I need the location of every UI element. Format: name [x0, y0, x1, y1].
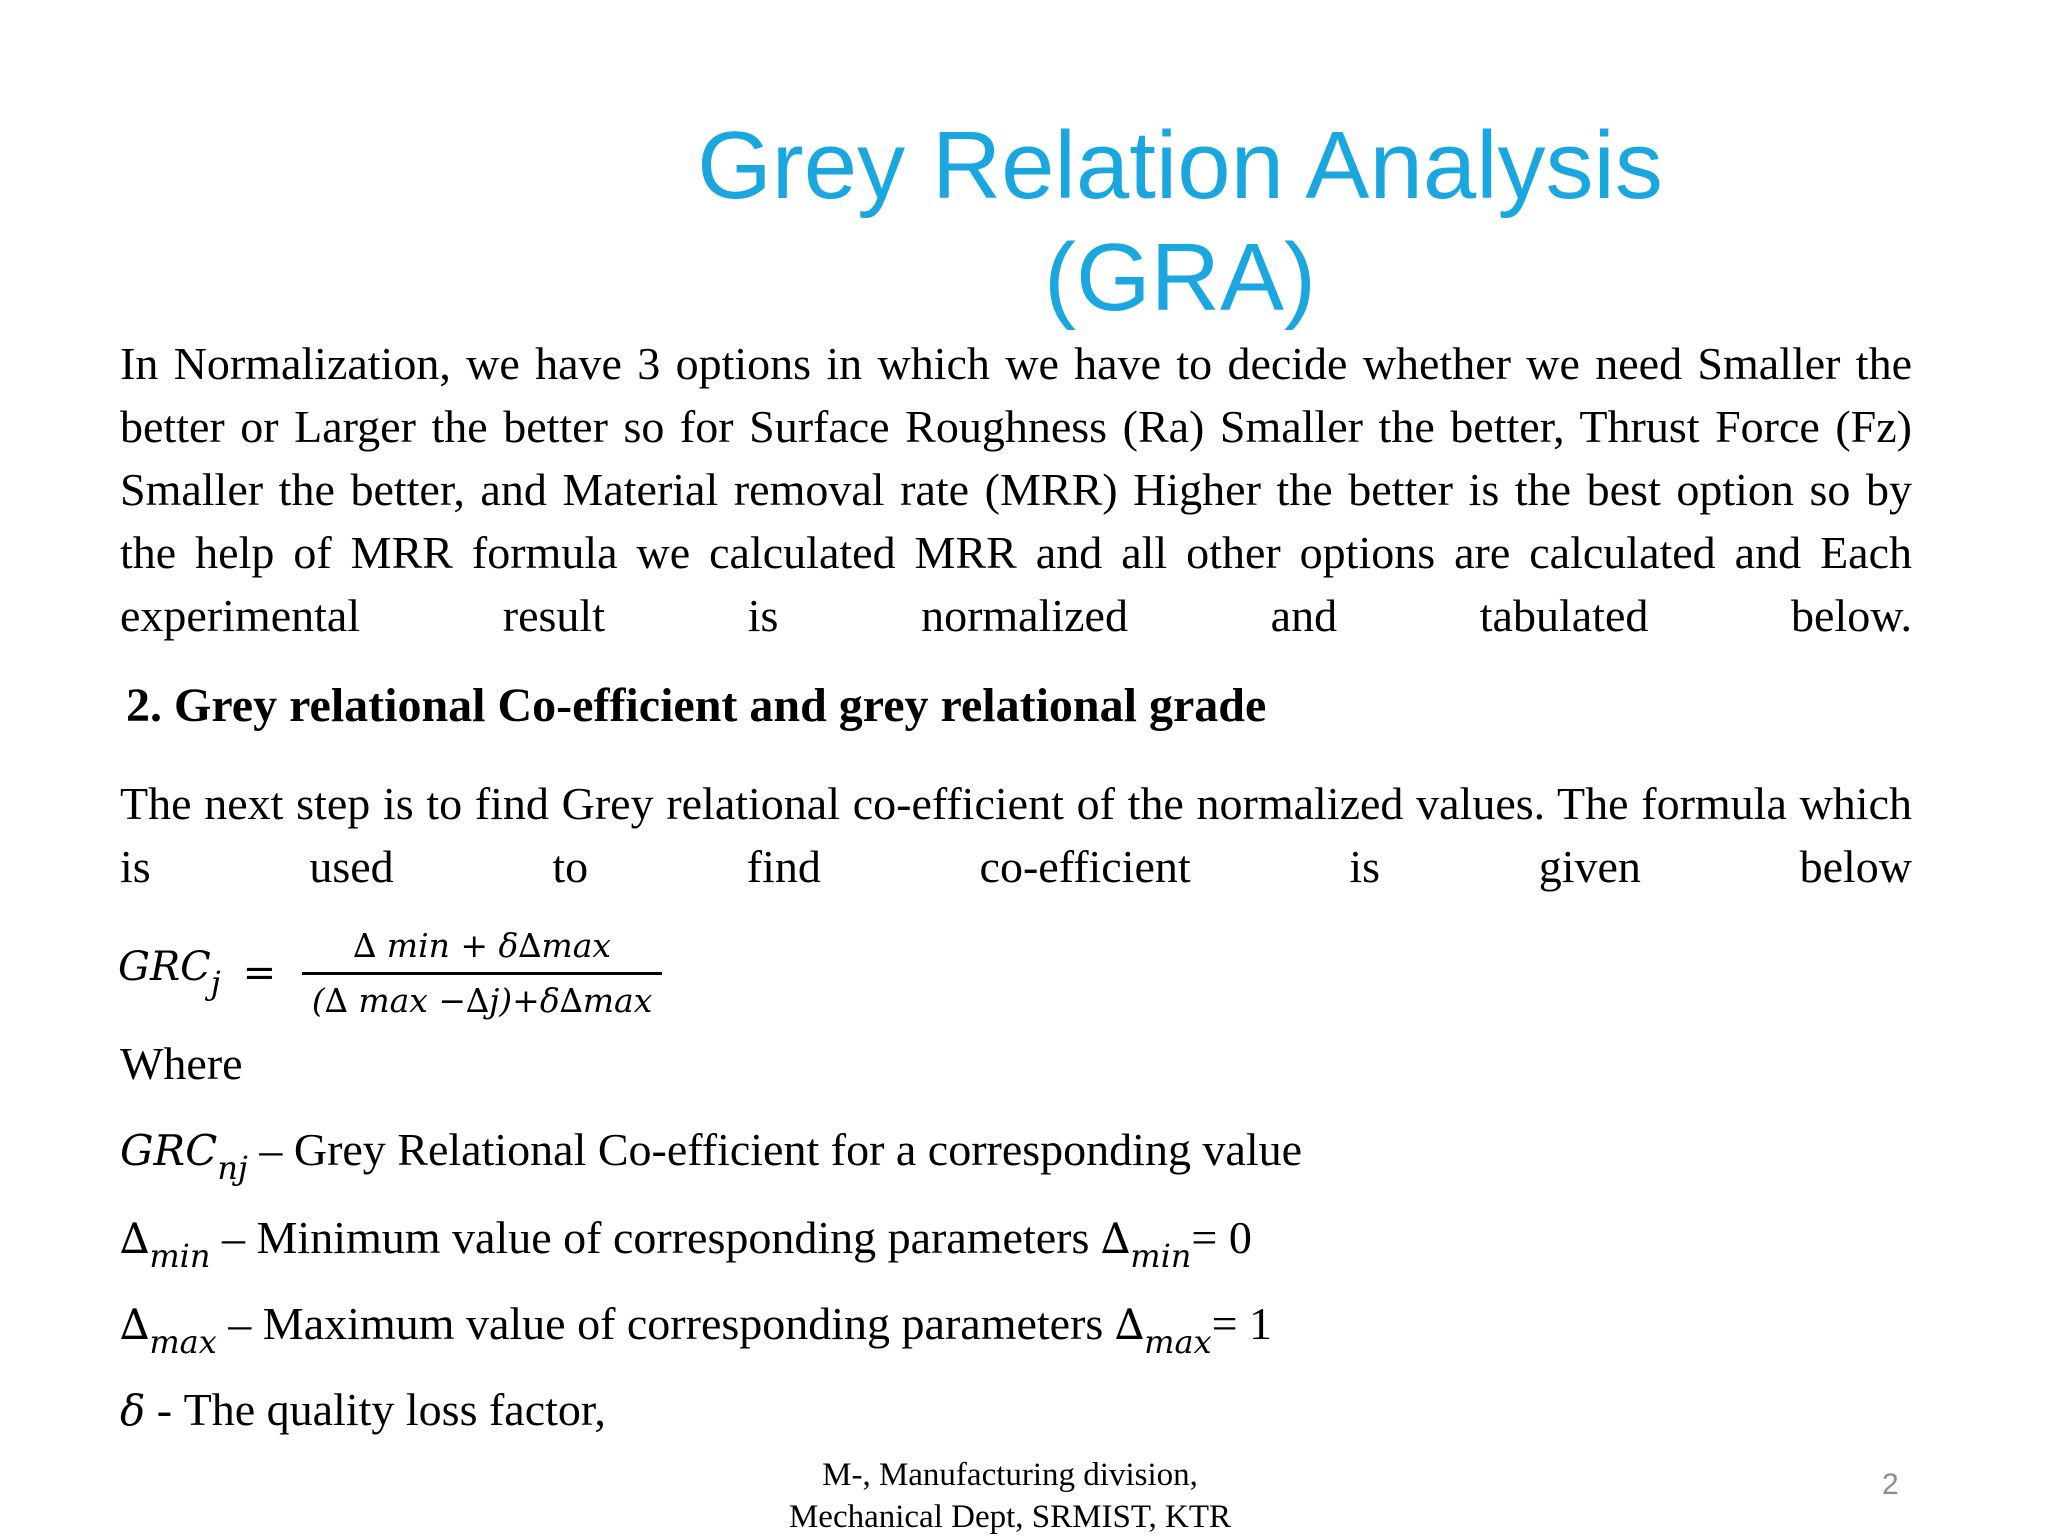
definition-tail-value: = 1: [1211, 1298, 1273, 1349]
definition-symbol: δ: [120, 1386, 146, 1435]
footer-line1: M-, Manufacturing division,: [822, 1457, 1198, 1493]
footer-line2: Mechanical Dept, SRMIST, KTR: [788, 1499, 1232, 1535]
definition-subscript: nj: [217, 1149, 248, 1187]
definition-text: – Minimum value of corresponding parameters: [210, 1212, 1101, 1263]
fraction-bar: [302, 972, 662, 975]
definition-subscript: max: [149, 1323, 217, 1361]
definition-text: – Grey Relational Co-efficient for a corresponding value: [247, 1124, 1303, 1175]
slide-title-line2: (GRA): [1044, 224, 1316, 331]
definition-tail-symbol: ∆: [1100, 1214, 1131, 1263]
normalization-paragraph: In Normalization, we have 3 options in which we have to decide whether we need Smaller the better or Larger the better so for Surface Roughness (Ra) Smaller the better, Thrust Force (Fz) Smaller the better, and Material removal rate (MRR) Higher the better is the best option so by the help of MRR formula we calculated MRR and all other options are calculated and Each experimental result is normalized and tabulated below.: [120, 338, 1912, 641]
section-heading: 2. Grey relational Co-efficient and grey relational grade: [126, 679, 1267, 732]
coefficient-paragraph: The next step is to find Grey relational co-efficient of the normalized values. The formula which is used to find co-efficient is given below: [120, 778, 1912, 892]
definition-tail-symbol: ∆: [1114, 1300, 1145, 1349]
grc-formula: [118, 918, 662, 1028]
slide-footer: [700, 1454, 1320, 1538]
definition-delta-min: [120, 1208, 1252, 1286]
where-label: Where: [120, 1038, 243, 1089]
definition-tail-value: = 0: [1191, 1212, 1252, 1263]
slide-title-line1: Grey Relation Analysis: [697, 112, 1663, 219]
definition-symbol: GRC: [120, 1126, 218, 1175]
definition-text: – Maximum value of corresponding parameters: [216, 1298, 1115, 1349]
formula-equals: =: [242, 950, 277, 996]
formula-lhs-subscript: j: [210, 964, 221, 1002]
formula-lhs-base: GRC: [118, 944, 211, 990]
slide-title: [580, 110, 1780, 334]
definition-delta-loss-factor: [120, 1380, 606, 1441]
definition-symbol: ∆: [120, 1214, 150, 1263]
formula-numerator: ∆ min + δ∆max: [353, 925, 611, 965]
definition-tail-subscript: max: [1144, 1323, 1212, 1361]
definition-delta-max: [120, 1294, 1272, 1372]
formula-lhs: [118, 944, 221, 1002]
page-number: 2: [1882, 1468, 1899, 1501]
definition-tail-subscript: min: [1130, 1237, 1192, 1275]
definition-symbol: ∆: [120, 1300, 150, 1349]
definition-subscript: min: [149, 1237, 211, 1275]
formula-denominator: (∆ max −∆j)+δ∆max: [311, 980, 653, 1020]
formula-fraction: [302, 922, 662, 1025]
definition-grc: [120, 1120, 1302, 1198]
definition-text: - The quality loss factor,: [145, 1384, 606, 1435]
